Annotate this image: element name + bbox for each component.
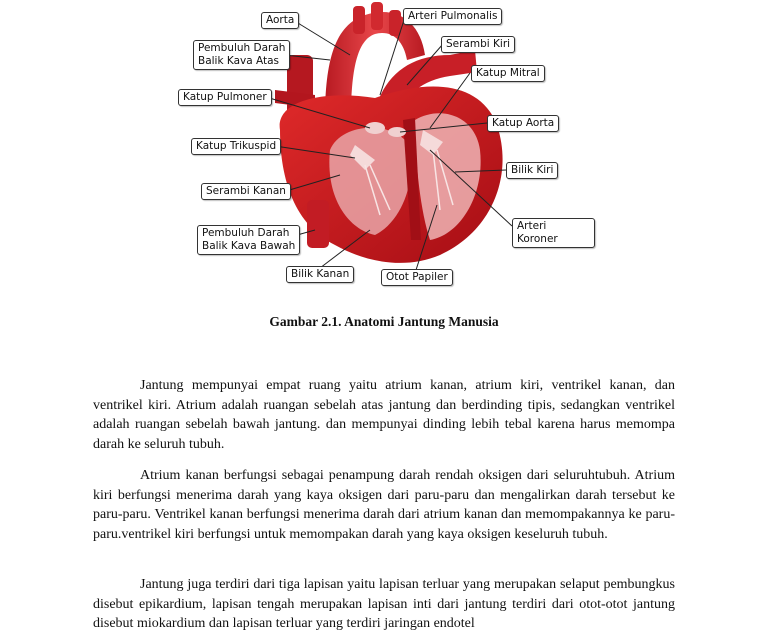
label-otot-papiler: Otot Papiler	[381, 269, 453, 286]
label-aorta: Aorta	[261, 12, 299, 29]
label-bilik-kiri: Bilik Kiri	[506, 162, 558, 179]
label-vena-kava-atas: Pembuluh Darah Balik Kava Atas	[193, 40, 290, 70]
label-katup-aorta: Katup Aorta	[487, 115, 559, 132]
label-katup-trikuspid: Katup Trikuspid	[191, 138, 281, 155]
label-katup-mitral: Katup Mitral	[471, 65, 545, 82]
paragraph-2: Atrium kanan berfungsi sebagai penampung darah rendah oksigen dari seluruhtubuh. Atrium kiri berfungsi menerima darah yang kaya oksigen dari paru-paru dan mengalirkan darah tersebut ke paru-paru. Ventrikel kanan berfungsi menerima darah dari atrium kanan dan memompakannya ke paru-paru.ventrikel kiri berfungsi untuk memompakan darah yang kaya oksigen keseluruh tubuh.	[93, 468, 675, 542]
heart-anatomy-figure	[175, 0, 595, 295]
katup-pulmoner-shape	[365, 122, 385, 134]
label-serambi-kiri: Serambi Kiri	[441, 36, 515, 53]
figure-caption: Gambar 2.1. Anatomi Jantung Manusia	[269, 314, 499, 329]
label-katup-pulmoner: Katup Pulmoner	[178, 89, 272, 106]
label-vena-kava-bawah: Pembuluh Darah Balik Kava Bawah	[197, 225, 300, 255]
label-arteri-pulmonalis: Arteri Pulmonalis	[403, 8, 502, 25]
label-bilik-kanan: Bilik Kanan	[286, 266, 354, 283]
aorta-branch-2	[371, 2, 383, 30]
vena-kava-bawah-shape	[307, 200, 329, 248]
label-serambi-kanan: Serambi Kanan	[201, 183, 291, 200]
label-arteri-koroner: Arteri Koroner	[512, 218, 595, 248]
aorta-branch-1	[353, 6, 365, 34]
paragraph-3: Jantung juga terdiri dari tiga lapisan yaitu lapisan terluar yang merupakan selaput pembungkus disebut epikardium, lapisan tengah merupakan lapisan inti dari jantung terdiri dari otot-otot jantung disebut miokardium dan lapisan terluar yang terdiri jaringan endotel	[93, 577, 675, 631]
aorta-branch-3	[389, 10, 401, 36]
paragraph-1: Jantung mempunyai empat ruang yaitu atrium kanan, atrium kiri, ventrikel kanan, dan ventrikel kiri. Atrium adalah ruangan sebelah atas jantung dan berdinding tipis, sedangkan ventrikel adalah ruangan sebelah bawah jantung. dan mempunyai dinding lebih tebal karena harus memompa darah ke seluruh tubuh.	[93, 378, 675, 452]
